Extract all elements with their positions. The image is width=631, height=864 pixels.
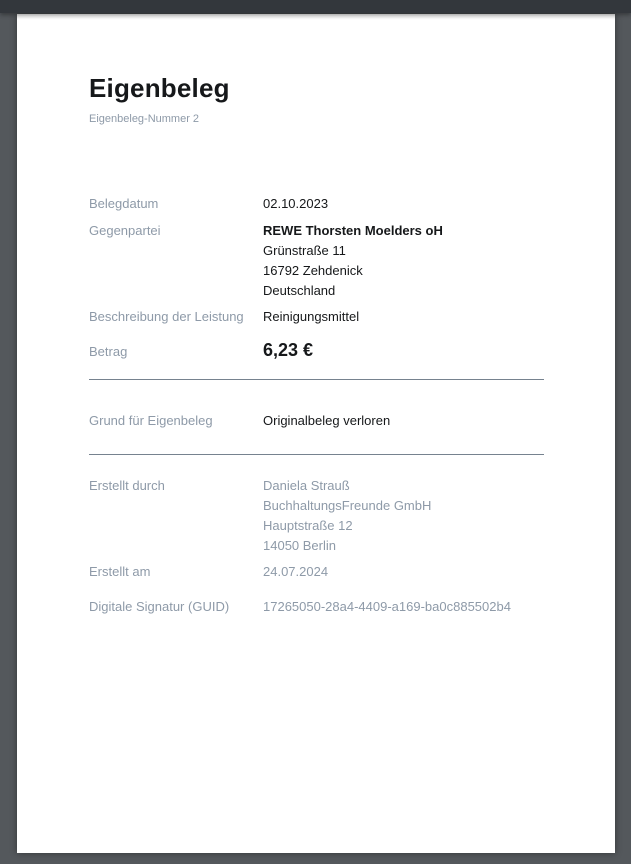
creator-city: 14050 Berlin [263, 538, 336, 553]
field-value: 02.10.2023 [263, 196, 329, 211]
field-label: Belegdatum [89, 196, 159, 211]
counterparty-country: Deutschland [263, 283, 336, 298]
field-list [89, 194, 544, 617]
section-divider [89, 454, 544, 455]
field-label: Erstellt am [89, 564, 151, 579]
field-label: Gegenpartei [89, 223, 161, 238]
counterparty-city: 16792 Zehdenick [263, 263, 363, 278]
guid-value: 17265050-28a4-4409-a169-ba0c885502b4 [263, 599, 511, 614]
field-digitale-signatur [89, 597, 544, 617]
creator-company: BuchhaltungsFreunde GmbH [263, 498, 432, 513]
amount-value: 6,23 € [263, 340, 314, 360]
creator-name: Daniela Strauß [263, 478, 350, 493]
field-belegdatum [89, 194, 544, 214]
viewer-top-bar [0, 0, 631, 13]
field-grund [89, 411, 544, 431]
field-value: 24.07.2024 [263, 564, 329, 579]
field-label: Grund für Eigenbeleg [89, 413, 213, 428]
counterparty-name: REWE Thorsten Moelders oH [263, 223, 443, 238]
field-label: Betrag [89, 344, 128, 359]
page-title: Eigenbeleg [89, 73, 230, 103]
field-value [263, 221, 443, 301]
field-label: Digitale Signatur (GUID) [89, 599, 230, 614]
counterparty-street: Grünstraße 11 [263, 243, 346, 258]
field-label: Beschreibung der Leistung [89, 309, 244, 324]
field-beschreibung [89, 307, 544, 327]
field-value [263, 476, 431, 556]
field-gegenpartei [89, 221, 544, 301]
creator-street: Hauptstraße 12 [263, 518, 353, 533]
field-betrag [89, 339, 544, 362]
document-page [17, 14, 615, 853]
field-label: Erstellt durch [89, 478, 165, 493]
field-value: Originalbeleg verloren [263, 413, 391, 428]
document-number: Eigenbeleg-Nummer 2 [89, 113, 200, 125]
section-divider [89, 379, 544, 380]
field-erstellt-am [89, 562, 544, 582]
document-content [17, 14, 615, 617]
field-value: Reinigungsmittel [263, 309, 360, 324]
field-erstellt-durch [89, 476, 544, 556]
